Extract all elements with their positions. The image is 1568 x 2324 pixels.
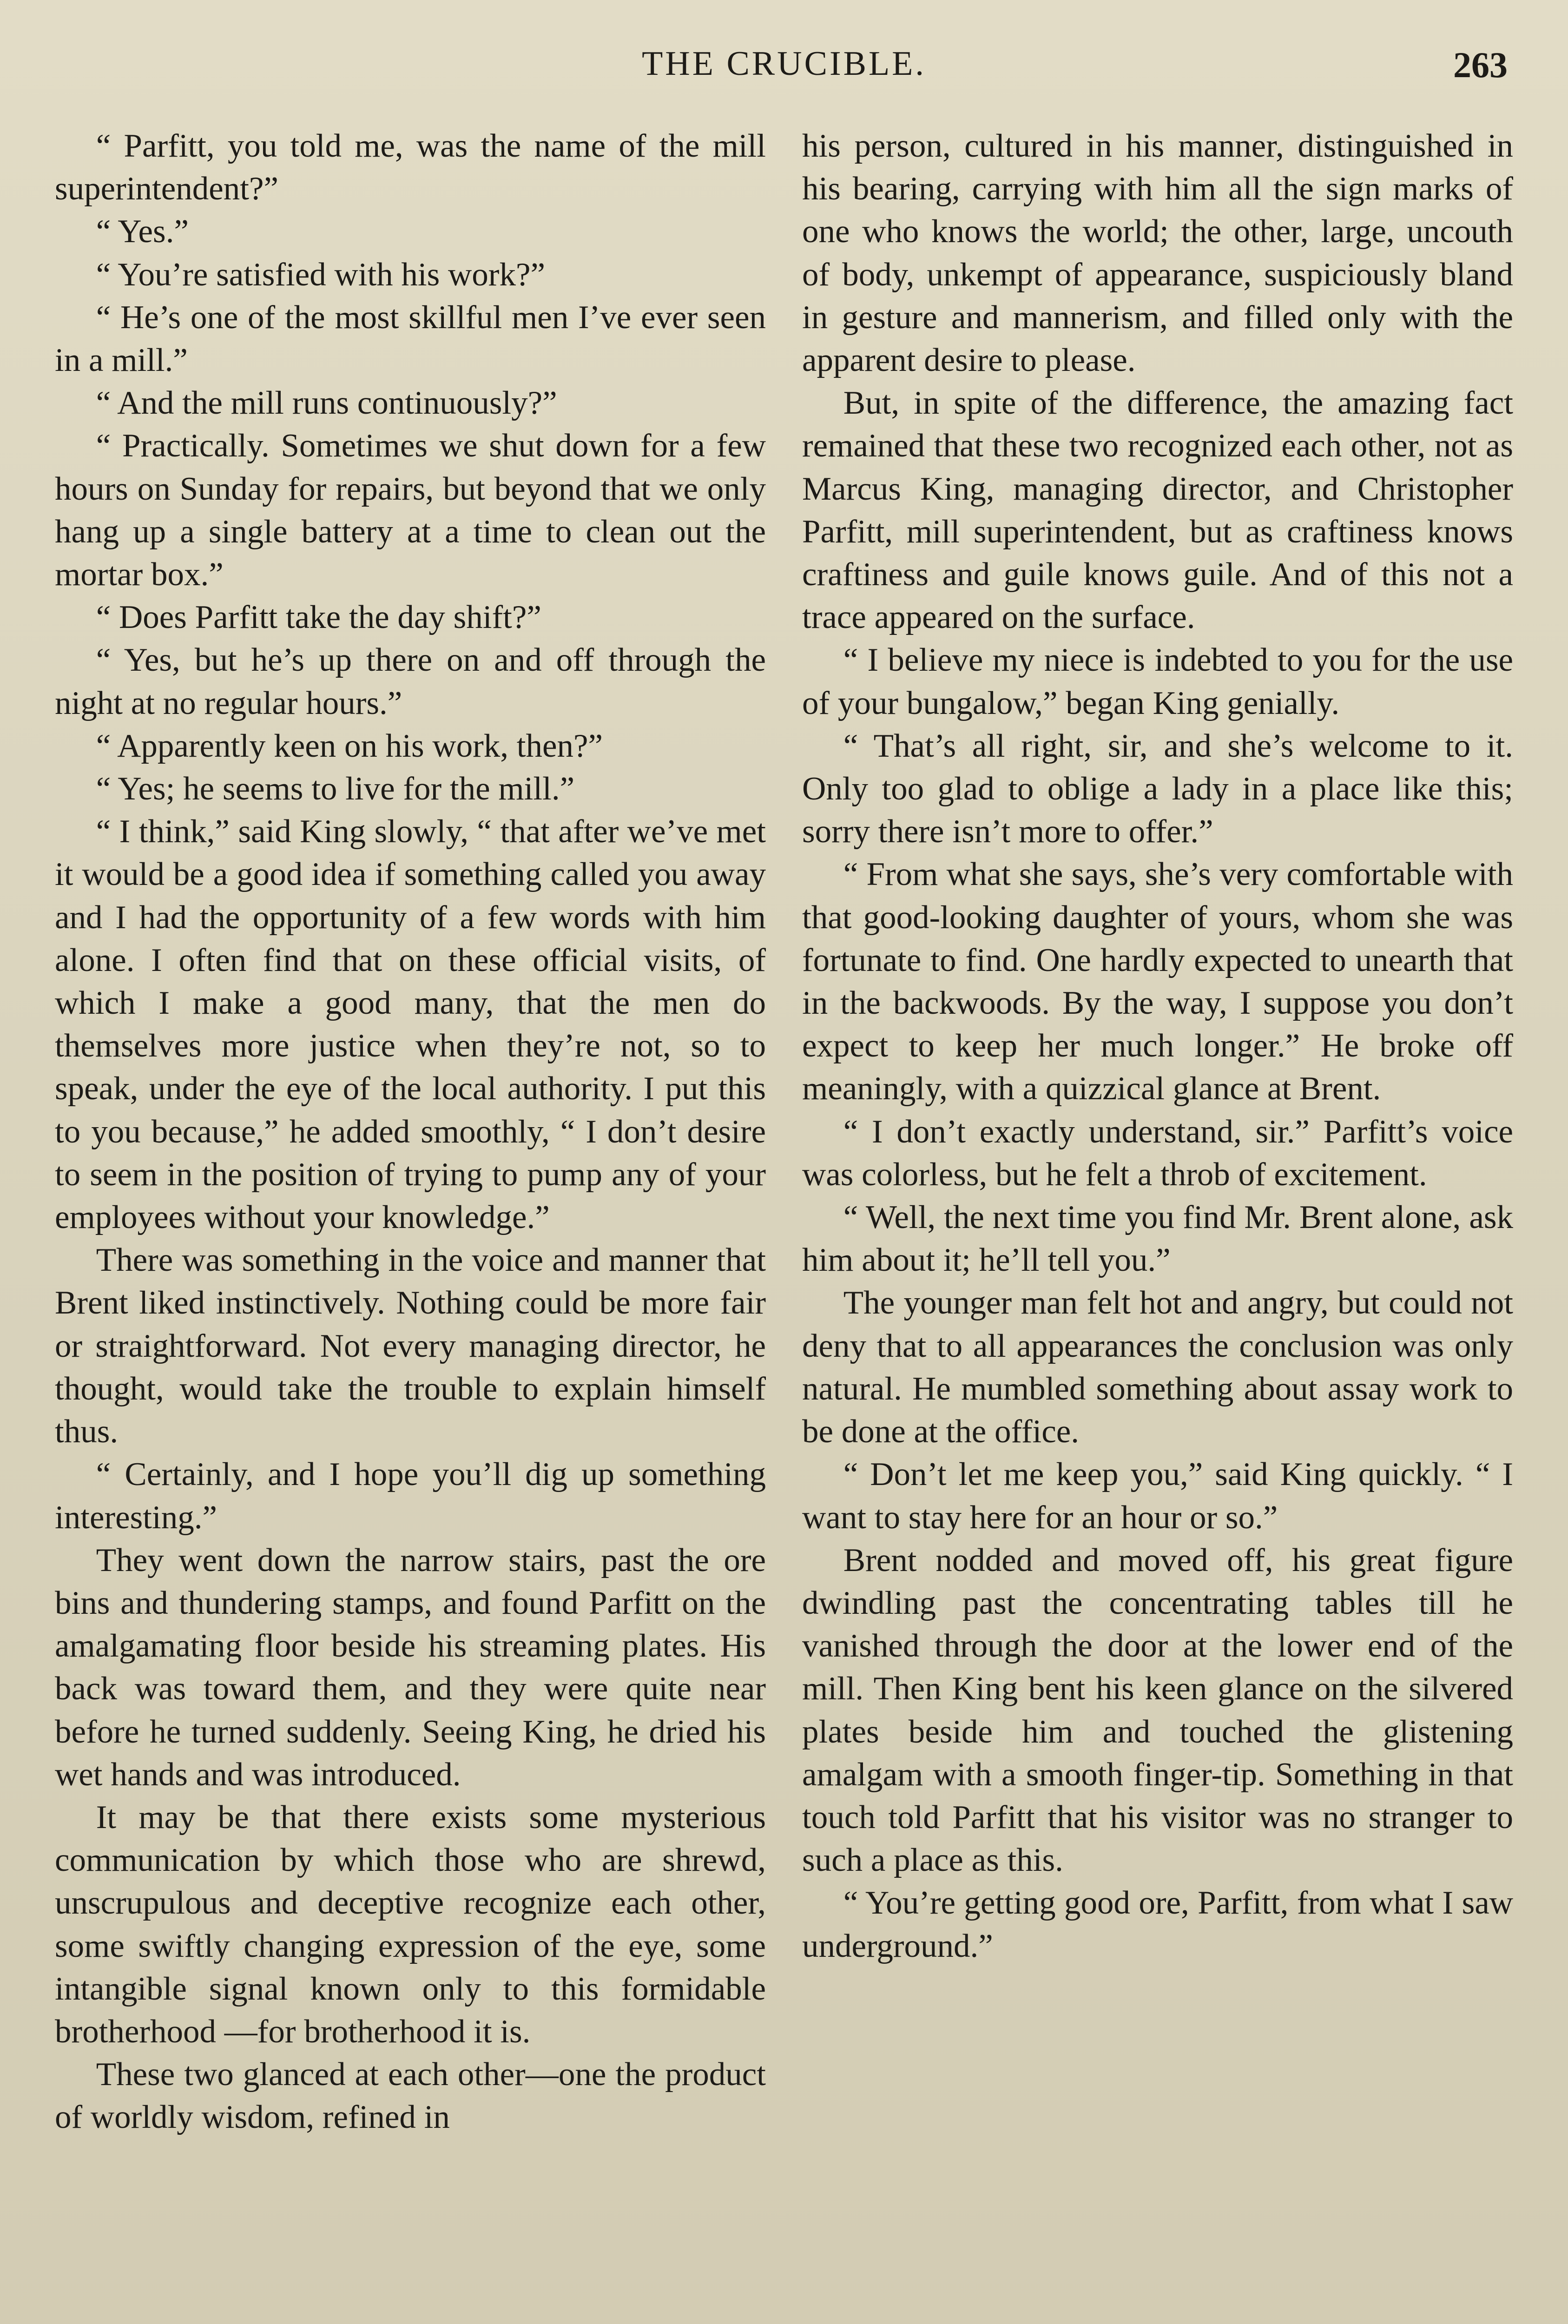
right-column [802, 125, 1513, 2324]
paragraph: “ Yes; he seems to live for the mill.” [96, 771, 575, 807]
paragraph: “ He’s one of the most skillful men I’ve ever seen in a mill.” [55, 299, 766, 379]
page-number: 263 [1453, 45, 1508, 85]
paragraph: “ Well, the next time you find Mr. Brent alone, ask him about it; he’ll tell you.” [802, 1199, 1513, 1279]
paragraph: his person, cultured in his manner, distinguished in his bearing, carrying with him all the sign marks of one who knows the world; the other, large, uncouth of body, unkempt of appearance, suspiciously bland in gesture and mannerism, and filled only with the apparent desire to please. [802, 128, 1513, 379]
page-header [60, 44, 1508, 86]
paragraph: “ I think,” said King slowly, “ that after we’ve met it would be a good idea if something called you away and I had the opportunity of a few words with him alone. I often find that on these official visits, of which I make a good many, that the men do themselves more justice when they’re not, so to speak, under the eye of the local authority. I put this to you because,” he added smoothly, “ I don’t desire to seem in the position of trying to pump any of your employees without your knowledge.” [55, 813, 766, 1236]
paragraph: But, in spite of the difference, the amazing fact remained that these two recognized each other, not as Marcus King, managing director, and Christopher Parfitt, mill superintendent, but as craftiness knows craftiness and guile knows guile. And of this not a trace appeared on the surface. [802, 385, 1513, 636]
paragraph: “ Yes.” [96, 213, 189, 250]
left-column [55, 125, 766, 2324]
text-columns [55, 125, 1513, 2324]
paragraph: “ And the mill runs continuously?” [96, 385, 557, 422]
paragraph: “ I don’t exactly understand, sir.” Parfitt’s voice was colorless, but he felt a throb of excitement. [802, 1113, 1513, 1193]
paragraph: “ Don’t let me keep you,” said King quickly. “ I want to stay here for an hour or so.” [802, 1456, 1513, 1536]
paragraph: Brent nodded and moved off, his great figure dwindling past the concentrating tables till he vanished through the door at the lower end of the mill. Then King bent his keen glance on the silvered plates beside him and touched the glistening amalgam with a smooth finger-tip. Something in that touch told Parfitt that his visitor was no stranger to such a place as this. [802, 1542, 1513, 1879]
paragraph: “ That’s all right, sir, and she’s welcome to it. Only too glad to oblige a lady in a place like this; sorry there isn’t more to offer.” [802, 727, 1513, 850]
paragraph: “ Yes, but he’s up there on and off through the night at no regular hours.” [55, 642, 766, 721]
paragraph: There was something in the voice and manner that Brent liked instinctively. Nothing could be more fair or straightforward. Not every managing director, he thought, would take the trouble to explain himself thus. [55, 1242, 766, 1450]
paragraph: “ Does Parfitt take the day shift?” [96, 599, 541, 636]
paragraph: “ Parfitt, you told me, was the name of the mill superintendent?” [55, 128, 766, 207]
paragraph: They went down the narrow stairs, past the ore bins and thundering stamps, and found Parfitt on the amalgamating floor beside his streaming plates. His back was toward them, and they were quite near before he turned suddenly. Seeing King, he dried his wet hands and was introduced. [55, 1542, 766, 1793]
paragraph: “ Practically. Sometimes we shut down for a few hours on Sunday for repairs, but beyond that we only hang up a single battery at a time to clean out the mortar box.” [55, 428, 766, 593]
paragraph: These two glanced at each other—one the product of worldly wisdom, refined in [55, 2056, 766, 2136]
paragraph: “ Certainly, and I hope you’ll dig up something interesting.” [55, 1456, 766, 1536]
paragraph: “ You’re getting good ore, Parfitt, from what I saw underground.” [802, 1885, 1513, 1964]
paragraph: “ I believe my niece is indebted to you for the use of your bungalow,” began King genially. [802, 642, 1513, 721]
running-title: THE CRUCIBLE. [642, 45, 926, 83]
paragraph: It may be that there exists some mysterious communication by which those who are shrewd, unscrupulous and deceptive recognize each other, some swiftly changing expression of the eye, some intangible signal known only to this formidable brotherhood —for brotherhood it is. [55, 1799, 766, 2050]
paragraph: The younger man felt hot and angry, but could not deny that to all appearances the conclusion was only natural. He mumbled something about assay work to be done at the office. [802, 1285, 1513, 1450]
paragraph: “ You’re satisfied with his work?” [96, 256, 545, 293]
paragraph: “ From what she says, she’s very comfortable with that good-looking daughter of yours, whom she was fortunate to find. One hardly expected to unearth that in the backwoods. By the way, I suppose you don’t expect to keep her much longer.” He broke off meaningly, with a quizzical glance at Brent. [802, 856, 1513, 1107]
paragraph: “ Apparently keen on his work, then?” [96, 727, 603, 764]
